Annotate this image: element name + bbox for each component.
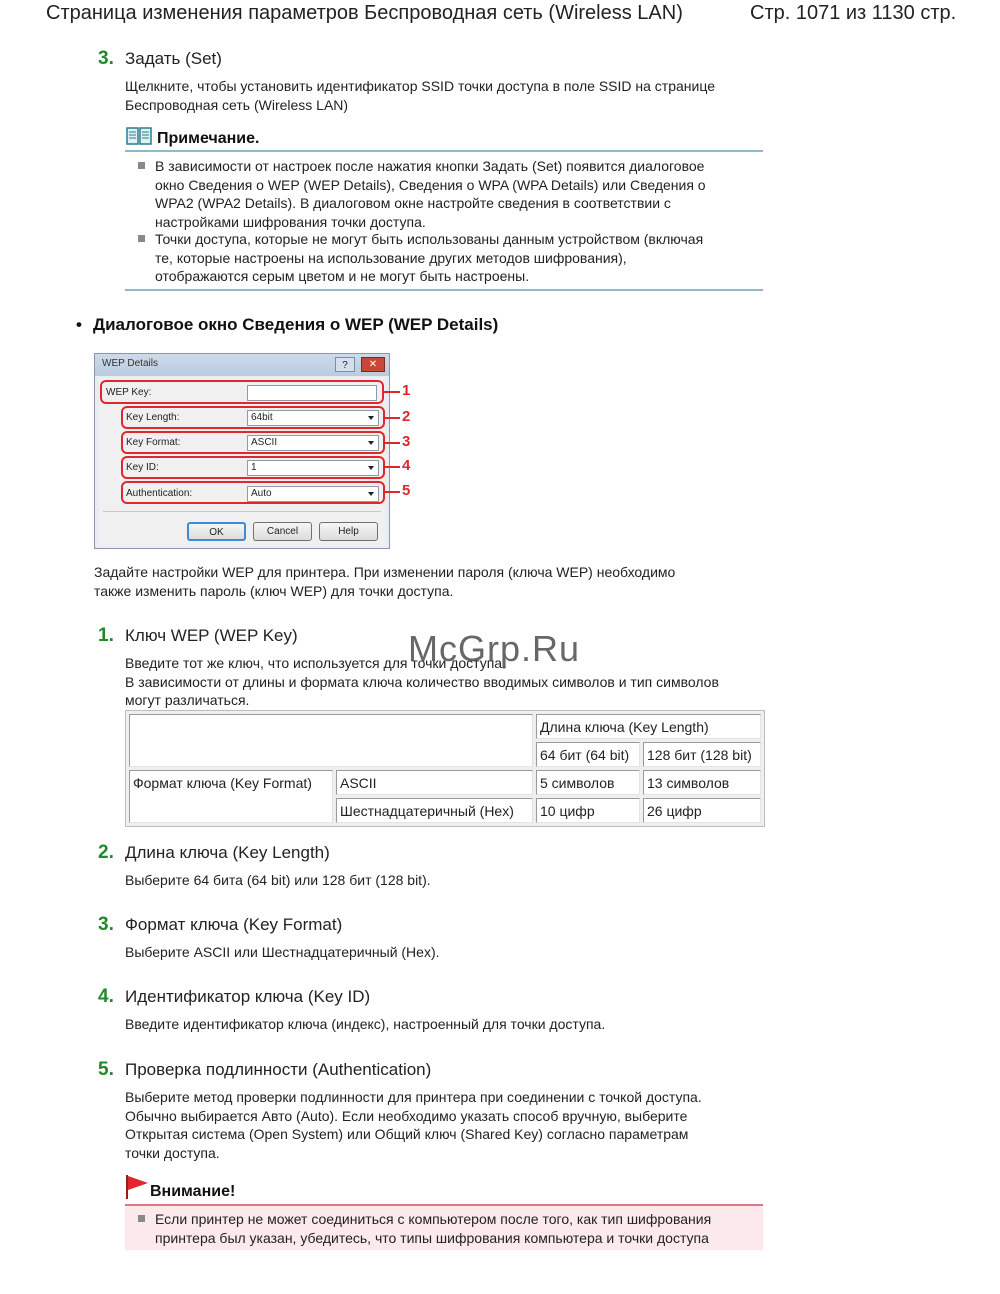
step-number: 1.: [98, 625, 114, 646]
table-header-cell: 128 бит (128 bit): [643, 742, 761, 767]
text-line: Щелкните, чтобы установить идентификатор SSID точки доступа в поле SSID на странице: [125, 78, 715, 94]
callout-number-1: 1: [402, 382, 411, 399]
callout-line-5: [385, 491, 400, 493]
callout-number-2: 2: [402, 408, 411, 425]
table-cell: ASCII: [336, 770, 533, 795]
watermark-logo: McGrp.Ru: [408, 628, 581, 669]
callout-box-2: [121, 406, 385, 429]
text-line: В зависимости от настроек после нажатия кнопки Задать (Set) появится диалоговое: [155, 158, 705, 174]
dialog-separator: [103, 511, 381, 512]
text-line: Открытая система (Open System) или Общий ключ (Shared Key) согласно параметрам: [125, 1126, 689, 1142]
page-header-title: Страница изменения параметров Беспроводная сеть (Wireless LAN): [46, 2, 683, 24]
book-icon: [126, 126, 152, 146]
text-line: Задайте настройки WEP для принтера. При изменении пароля (ключа WEP) необходимо: [94, 564, 676, 580]
select-value: 64bit: [251, 412, 273, 423]
key-id-label: Key ID:: [126, 462, 159, 473]
text-line: Беспроводная сеть (Wireless LAN): [125, 96, 349, 113]
text-line: Введите тот же ключ, что используется для точки доступа.: [125, 655, 506, 671]
callout-number-5: 5: [402, 482, 411, 499]
callout-box-1: [100, 380, 384, 404]
dialog-title: WEP Details: [102, 358, 158, 369]
warning-title: Внимание!: [150, 1183, 236, 1200]
help-icon[interactable]: ?: [335, 357, 355, 372]
close-icon[interactable]: ✕: [361, 357, 385, 372]
step-title: Формат ключа (Key Format): [125, 915, 343, 934]
text-line: также изменить пароль (ключ WEP) для точки доступа.: [94, 582, 454, 599]
select-value: ASCII: [251, 437, 278, 448]
note-item: [138, 157, 763, 231]
table-cell: 10 цифр: [536, 798, 640, 823]
intro-text: [94, 563, 774, 600]
callout-line-2: [385, 417, 400, 419]
callout-line-3: [385, 442, 400, 444]
warning-item: [138, 1210, 763, 1247]
bullet-square-icon: [138, 235, 145, 242]
step-description: Выберите 64 бита (64 bit) или 128 бит (128 bit).: [125, 872, 431, 888]
text-line: Обычно выбирается Авто (Auto). Если необходимо указать способ вручную, выберите: [125, 1107, 688, 1124]
callout-box-5: [121, 481, 385, 504]
callout-line-4: [385, 466, 400, 468]
step-title: Задать (Set): [125, 49, 222, 68]
callout-line-1: [384, 391, 400, 393]
step-number: 3.: [98, 48, 114, 69]
callout-number-3: 3: [402, 433, 411, 450]
step-number: 4.: [98, 986, 114, 1007]
callout-box-3: [121, 431, 385, 454]
step-number: 5.: [98, 1059, 114, 1080]
text-line: могут различаться.: [125, 692, 250, 708]
step-description: [125, 77, 785, 114]
table-row-group: Формат ключа (Key Format): [129, 770, 333, 823]
select-value: 1: [251, 462, 257, 473]
table-cell-empty: [129, 714, 533, 767]
table-row: [129, 714, 761, 739]
text-line: WPA2 (WPA2 Details). В диалоговом окне настройте сведения в соответствии с: [155, 195, 671, 211]
table-header-cell: 64 бит (64 bit): [536, 742, 640, 767]
step-description: [125, 1088, 785, 1162]
key-format-label: Key Format:: [126, 437, 181, 448]
page-number: Стр. 1071 из 1130 стр.: [750, 2, 957, 24]
text-line: отображаются серым цветом и не могут быть настроены.: [155, 268, 530, 284]
table-header-group: Длина ключа (Key Length): [536, 714, 761, 739]
text-line: Выберите метод проверки подлинности для принтера при соединении с точкой доступа.: [125, 1089, 702, 1105]
text-line: В зависимости от длины и формата ключа количество вводимых символов и тип символов: [125, 673, 719, 690]
select-value: Auto: [251, 488, 272, 499]
note-divider-bottom: [125, 289, 763, 291]
step-title: Ключ WEP (WEP Key): [125, 626, 298, 645]
dialog-titlebar: [95, 354, 389, 376]
cancel-button[interactable]: Cancel: [253, 522, 312, 541]
section-title: Диалоговое окно Сведения о WEP (WEP Details): [93, 315, 499, 334]
text-line: окно Сведения о WEP (WEP Details), Сведения о WPA (WPA Details) или Сведения о: [155, 176, 706, 193]
step-title: Идентификатор ключа (Key ID): [125, 987, 371, 1006]
text-line: точки доступа.: [125, 1144, 220, 1161]
authentication-label: Authentication:: [126, 488, 193, 499]
text-line: те, которые настроены на использование других методов шифрования),: [155, 249, 627, 266]
text-line: принтера был указан, убедитесь, что типы шифрования компьютера и точки доступа: [155, 1229, 709, 1246]
red-flag-icon: [124, 1174, 150, 1200]
ok-button[interactable]: OK: [187, 522, 246, 541]
bullet-square-icon: [138, 162, 145, 169]
step-title: Проверка подлинности (Authentication): [125, 1060, 432, 1079]
note-title: Примечание.: [157, 130, 260, 147]
table-row: [129, 770, 761, 795]
note-divider: [125, 150, 763, 152]
wep-key-label: WEP Key:: [106, 387, 152, 398]
key-length-label: Key Length:: [126, 412, 180, 423]
section-bullet: •: [76, 315, 82, 334]
bullet-square-icon: [138, 1215, 145, 1222]
callout-box-4: [121, 456, 385, 479]
step-number: 3.: [98, 914, 114, 935]
help-button[interactable]: Help: [319, 522, 378, 541]
text-line: Если принтер не может соединиться с компьютером после того, как тип шифрования: [155, 1211, 712, 1227]
text-line: настройками шифрования точки доступа.: [155, 213, 426, 230]
note-item: [138, 230, 763, 286]
step-description: Введите идентификатор ключа (индекс), настроенный для точки доступа.: [125, 1016, 606, 1032]
key-length-table: [125, 710, 765, 827]
step-title: Длина ключа (Key Length): [125, 843, 330, 862]
text-line: Точки доступа, которые не могут быть использованы данным устройством (включая: [155, 231, 704, 247]
callout-number-4: 4: [402, 457, 411, 474]
step-number: 2.: [98, 842, 114, 863]
table-cell: Шестнадцатеричный (Hex): [336, 798, 533, 823]
table-cell: 5 символов: [536, 770, 640, 795]
table-cell: 26 цифр: [643, 798, 761, 823]
table-cell: 13 символов: [643, 770, 761, 795]
step-description: Выберите ASCII или Шестнадцатеричный (Hex).: [125, 944, 440, 960]
